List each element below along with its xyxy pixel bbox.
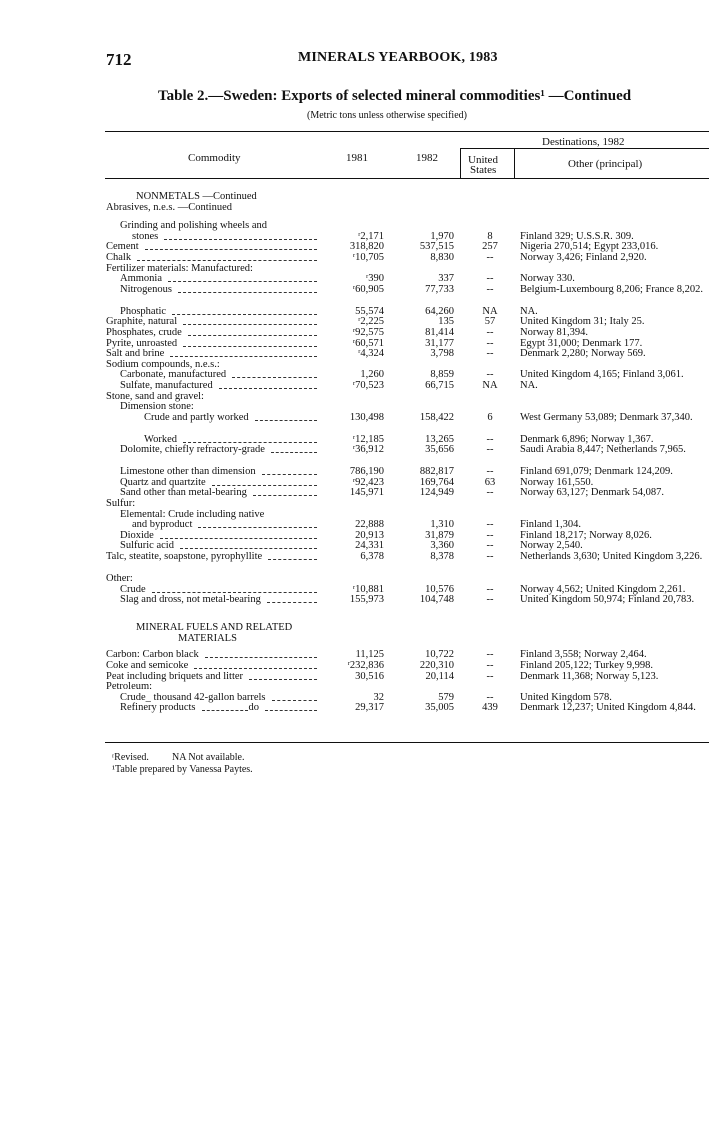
- row-label: stones: [132, 230, 159, 242]
- value-us: --: [486, 273, 494, 285]
- value-1982: 135: [438, 316, 454, 328]
- row-label: Sand other than metal-bearing: [120, 487, 247, 499]
- value-other: Finland 205,122; Turkey 9,998.: [520, 660, 654, 671]
- value-1981: 6,378: [360, 551, 384, 563]
- value-other: Finland 1,304.: [520, 519, 581, 531]
- row-label: Fertilizer materials: Manufactured:: [106, 262, 253, 274]
- value-us: 57: [484, 316, 496, 328]
- value-1982: 104,748: [419, 594, 454, 606]
- value-1982: 35,005: [425, 702, 454, 714]
- value-1982: 10,722: [425, 649, 454, 661]
- data-table: [0, 192, 712, 725]
- value-other: Norway 4,562; United Kingdom 2,261.: [520, 583, 686, 595]
- value-us: --: [486, 660, 494, 671]
- dot-leader: [272, 693, 317, 701]
- footnote-na: NA Not available.: [172, 752, 245, 763]
- value-1981: ʳ60,905: [352, 283, 384, 295]
- row-label: Petroleum:: [106, 681, 153, 693]
- value-us: --: [486, 670, 494, 682]
- dot-leader: [268, 552, 317, 560]
- dot-leader: [168, 274, 317, 282]
- row-label: Crude_ thousand 42-gallon barrels: [120, 691, 266, 703]
- value-us: --: [486, 337, 494, 349]
- value-1982: 537,515: [419, 241, 454, 253]
- dot-leader: [180, 541, 317, 549]
- value-us: --: [486, 283, 494, 295]
- value-1981: ʳ2,171: [358, 230, 384, 242]
- value-1982: 8,378: [430, 551, 454, 563]
- value-us: --: [486, 583, 494, 595]
- header-bottom-rule: [105, 178, 709, 179]
- header-1981: 1981: [346, 152, 368, 164]
- us-col-left-rule: [460, 148, 461, 178]
- table-row: [0, 703, 712, 725]
- value-other: Norway 3,426; Finland 2,920.: [520, 251, 647, 263]
- header-us-line1: United: [468, 154, 498, 166]
- header-1982: 1982: [416, 152, 438, 164]
- dot-leader: [267, 595, 317, 603]
- value-other: United Kingdom 31; Italy 25.: [520, 316, 645, 328]
- table-row: [0, 381, 712, 392]
- value-other: Saudi Arabia 8,447; Netherlands 7,965.: [520, 444, 686, 456]
- dot-leader: [265, 703, 318, 711]
- row-label: Ammonia: [120, 273, 162, 285]
- dot-leader: [194, 661, 317, 669]
- value-us: --: [486, 529, 494, 541]
- value-1981: 30,516: [355, 670, 384, 682]
- value-1981: 155,973: [349, 594, 384, 606]
- value-other: NA.: [520, 379, 538, 391]
- value-other: Finland 691,079; Denmark 124,209.: [520, 466, 673, 478]
- value-us: NA: [482, 305, 498, 317]
- value-us: 439: [482, 702, 498, 714]
- value-us: --: [486, 594, 494, 606]
- value-us: 63: [484, 476, 496, 488]
- dot-leader: [188, 328, 317, 336]
- row-label: Dioxide: [120, 529, 154, 541]
- value-1981: ʳ4,324: [358, 348, 384, 360]
- value-1982: 3,798: [430, 348, 454, 360]
- value-other: West Germany 53,089; Denmark 37,340.: [520, 411, 693, 423]
- value-1981: 786,190: [349, 466, 384, 478]
- row-label: Other:: [106, 573, 133, 585]
- row-label: Pyrite, unroasted: [106, 337, 178, 349]
- dot-leader: [160, 531, 317, 539]
- row-label: MINERAL FUELS AND RELATED: [136, 622, 293, 634]
- value-1981: ʳ232,836: [347, 660, 384, 671]
- row-label: Worked: [144, 433, 177, 445]
- value-other: Norway 2,540.: [520, 540, 583, 552]
- header-other: Other (principal): [568, 158, 643, 170]
- value-other: Norway 161,550.: [520, 476, 594, 488]
- table-row: [0, 634, 712, 645]
- row-label: Salt and brine: [106, 348, 165, 360]
- value-other: Finland 329; U.S.S.R. 309.: [520, 230, 634, 242]
- value-1982: 8,859: [430, 369, 454, 381]
- value-1981: 145,971: [349, 487, 384, 499]
- value-1981: ʳ92,423: [352, 476, 384, 488]
- value-other: Belgium-Luxembourg 8,206; France 8,202.: [520, 283, 703, 295]
- value-us: 8: [487, 230, 493, 242]
- row-label: Chalk: [106, 251, 132, 263]
- value-1982: 20,114: [425, 670, 454, 682]
- dot-leader: [271, 445, 317, 453]
- row-label: Dimension stone:: [120, 401, 194, 413]
- table-row: [0, 285, 712, 307]
- dot-leader: [172, 307, 317, 315]
- value-1982: 13,265: [425, 433, 454, 445]
- value-other: United Kingdom 50,974; Finland 20,783.: [520, 594, 695, 606]
- value-1981: 32: [373, 691, 384, 703]
- row-label: Sodium compounds, n.e.s.:: [106, 358, 220, 370]
- value-us: --: [486, 433, 494, 445]
- us-col-right-rule: [514, 148, 515, 178]
- row-label: MATERIALS: [178, 632, 237, 644]
- value-1982: 337: [438, 273, 454, 285]
- value-other: Finland 3,558; Norway 2,464.: [520, 649, 647, 661]
- table-row: [0, 392, 712, 403]
- dot-leader: [183, 339, 317, 347]
- dot-leader: [170, 349, 317, 357]
- value-1982: 8,830: [430, 251, 454, 263]
- row-label: Quartz and quartzite: [120, 476, 206, 488]
- value-us: NA: [482, 379, 498, 391]
- value-1981: 130,498: [349, 411, 384, 423]
- value-1982: 3,360: [430, 540, 454, 552]
- row-label: Graphite, natural: [106, 316, 178, 328]
- value-1982: 77,733: [425, 283, 454, 295]
- table-title: Table 2.—Sweden: Exports of selected mineral commodities¹ —Continued: [158, 88, 632, 104]
- value-us: --: [486, 691, 494, 703]
- dot-leader: [137, 253, 317, 261]
- table-subtitle: (Metric tons unless otherwise specified): [307, 110, 467, 121]
- value-1982: 220,310: [419, 660, 454, 671]
- dot-leader: [183, 317, 317, 325]
- value-1982: 64,260: [425, 305, 454, 317]
- value-us: --: [486, 348, 494, 360]
- value-1982: 1,310: [430, 519, 454, 531]
- value-1982: 31,879: [425, 529, 454, 541]
- running-head: MINERALS YEARBOOK, 1983: [298, 50, 498, 65]
- ditto-mark: do: [248, 702, 259, 714]
- value-1982: 882,817: [419, 466, 454, 478]
- row-label: Sulfur:: [106, 498, 136, 510]
- value-us: --: [486, 540, 494, 552]
- value-1981: 55,574: [355, 305, 384, 317]
- value-1981: ʳ10,705: [352, 251, 384, 263]
- value-other: Norway 63,127; Denmark 54,087.: [520, 487, 665, 499]
- value-1981: 20,913: [355, 529, 384, 541]
- value-1982: 81,414: [425, 326, 454, 338]
- page-number: 712: [106, 50, 132, 69]
- value-1981: 11,125: [355, 649, 384, 661]
- value-1981: ʳ60,571: [352, 337, 384, 349]
- value-other: Denmark 12,237; United Kingdom 4,844.: [520, 702, 696, 714]
- value-other: Denmark 11,368; Norway 5,123.: [520, 670, 659, 682]
- value-us: --: [486, 551, 494, 563]
- dot-leader: [164, 232, 317, 240]
- value-1981: 24,331: [355, 540, 384, 552]
- value-1981: ʳ10,881: [352, 583, 384, 595]
- dot-leader: [152, 585, 317, 593]
- table-row: [0, 328, 712, 339]
- table-row: [0, 623, 712, 634]
- table-row: [0, 203, 712, 214]
- value-other: NA.: [520, 305, 538, 317]
- row-label: Sulfuric acid: [120, 540, 174, 552]
- value-1981: ʳ36,912: [352, 444, 384, 456]
- value-other: Denmark 6,896; Norway 1,367.: [520, 433, 654, 445]
- row-label: Abrasives, n.e.s. —Continued: [106, 201, 232, 213]
- row-label: NONMETALS —Continued: [136, 191, 257, 202]
- value-1982: 66,715: [425, 379, 454, 391]
- dot-leader: [219, 381, 317, 389]
- value-us: --: [486, 444, 494, 456]
- value-us: 257: [482, 241, 498, 253]
- value-1981: 1,260: [360, 369, 384, 381]
- value-1981: 318,820: [349, 241, 384, 253]
- row-label: Elemental: Crude including native: [120, 508, 265, 520]
- table-row: [0, 595, 712, 617]
- row-label: Grinding and polishing wheels and: [120, 220, 267, 232]
- dot-leader: [253, 488, 317, 496]
- value-other: Norway 81,394.: [520, 326, 588, 338]
- row-label: Stone, sand and gravel:: [106, 390, 204, 402]
- value-us: --: [486, 369, 494, 381]
- header-us-line2: States: [470, 164, 497, 176]
- dot-leader: [212, 478, 317, 486]
- value-other: Finland 18,217; Norway 8,026.: [520, 529, 652, 541]
- table-row: [0, 661, 712, 672]
- value-1981: 29,317: [355, 702, 384, 714]
- dot-leader: [198, 520, 317, 528]
- value-other: United Kingdom 4,165; Finland 3,061.: [520, 369, 684, 381]
- footnote-1: ¹Table prepared by Vanessa Paytes.: [112, 764, 253, 775]
- value-us: --: [486, 519, 494, 531]
- value-1981: ʳ92,575: [352, 326, 384, 338]
- dot-leader: [178, 285, 317, 293]
- row-label: Talc, steatite, soapstone, pyrophyllite: [106, 551, 263, 563]
- value-us: --: [486, 649, 494, 661]
- value-1981: ʳ70,523: [352, 379, 384, 391]
- value-other: Norway 330.: [520, 273, 575, 285]
- table-top-rule: [105, 131, 709, 132]
- value-1982: 31,177: [425, 337, 454, 349]
- dot-leader: [232, 370, 317, 378]
- row-label: Carbonate, manufactured: [120, 369, 227, 381]
- row-label: Slag and dross, not metal-bearing: [120, 594, 261, 606]
- header-commodity: Commodity: [188, 152, 241, 164]
- value-1982: 1,970: [430, 230, 454, 242]
- value-1981: 22,888: [355, 519, 384, 531]
- value-1981: ʳ390: [365, 273, 384, 285]
- table-bottom-rule: [105, 742, 709, 743]
- table-row: [0, 264, 712, 275]
- dot-leader: [255, 413, 317, 421]
- value-other: United Kingdom 578.: [520, 691, 612, 703]
- row-label: Phosphates, crude: [106, 326, 182, 338]
- dot-leader: [145, 242, 317, 250]
- value-us: --: [486, 466, 494, 478]
- value-1982: 124,949: [419, 487, 454, 499]
- row-label: Peat including briquets and litter: [106, 670, 244, 682]
- row-label: Coke and semicoke: [106, 660, 189, 671]
- value-1982: 158,422: [419, 411, 454, 423]
- table-row: [0, 445, 712, 467]
- row-label: Limestone other than dimension: [120, 466, 256, 478]
- value-1982: 35,656: [425, 444, 454, 456]
- table-row: [0, 413, 712, 435]
- value-1982: 10,576: [425, 583, 454, 595]
- dot-leader: [205, 650, 317, 658]
- dot-leader: [249, 672, 317, 680]
- header-destinations: Destinations, 1982: [542, 136, 625, 148]
- row-label: Sulfate, manufactured: [120, 379, 213, 391]
- value-1982: 169,764: [419, 476, 454, 488]
- dot-leader: [202, 703, 248, 711]
- dot-leader: [183, 435, 317, 443]
- value-1981: ʳ2,225: [358, 316, 384, 328]
- row-label: Phosphatic: [120, 305, 167, 317]
- table-row: [0, 253, 712, 264]
- destinations-rule: [460, 148, 709, 149]
- value-us: --: [486, 251, 494, 263]
- row-label: Crude and partly worked: [144, 411, 249, 423]
- value-other: Denmark 2,280; Norway 569.: [520, 348, 646, 360]
- value-us: 6: [487, 411, 493, 423]
- table-row: [0, 552, 712, 574]
- row-label: Dolomite, chiefly refractory-grade: [120, 444, 265, 456]
- value-1981: ʳ12,185: [352, 433, 384, 445]
- footnote-revised: ʳRevised.: [112, 752, 149, 763]
- value-us: --: [486, 326, 494, 338]
- table-row: [0, 499, 712, 510]
- row-label: Cement: [106, 241, 139, 253]
- value-us: --: [486, 487, 494, 499]
- table-row: [0, 192, 712, 203]
- row-label: Carbon: Carbon black: [106, 649, 199, 661]
- row-label: and byproduct: [132, 519, 193, 531]
- value-1982: 579: [438, 691, 454, 703]
- dot-leader: [262, 467, 317, 475]
- value-other: Nigeria 270,514; Egypt 233,016.: [520, 241, 659, 253]
- row-label: Crude: [120, 583, 146, 595]
- row-label: Nitrogenous: [120, 283, 172, 295]
- row-label: Refinery products: [120, 702, 196, 714]
- value-other: Netherlands 3,630; United Kingdom 3,226.: [520, 551, 703, 563]
- value-other: Egypt 31,000; Denmark 177.: [520, 337, 643, 349]
